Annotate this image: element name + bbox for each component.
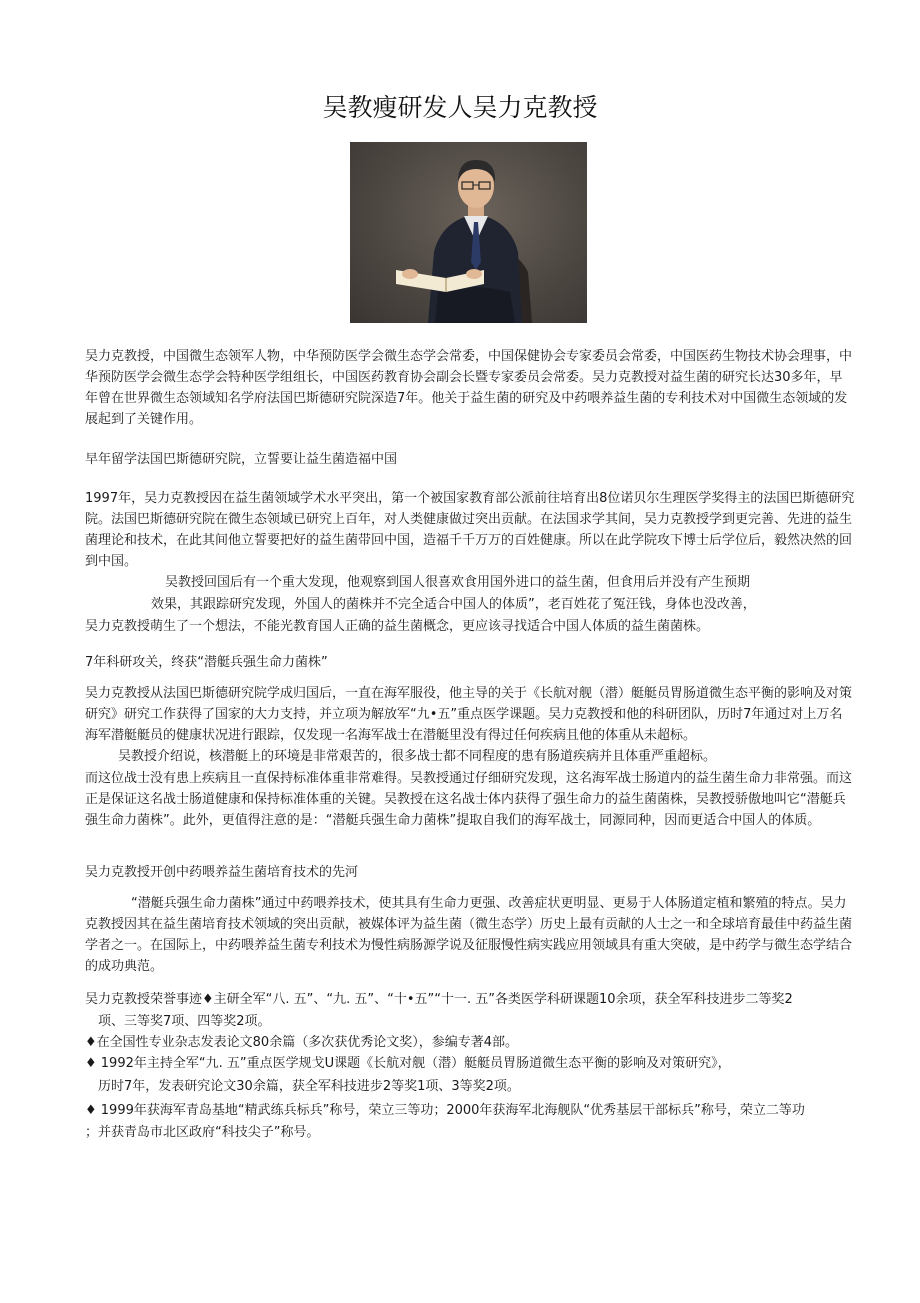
section-heading-research: 7年科研攻关，终获“潜艇兵强生命力菌株” <box>85 655 328 670</box>
page-title: 吴教瘦研发人吴力克教授 <box>322 93 598 122</box>
honor-line-5: 历时7年，发表研究论文30余篇，获全军科技进步2等奖1项、3等奖2项。 <box>98 1079 520 1094</box>
discovery-line-3: 吴力克教授萌生了一个想法，不能光教育国人正确的益生菌概念，更应该寻找适合中国人体质的益生菌菌株。 <box>85 619 710 634</box>
portrait-photo <box>350 142 587 323</box>
discovery-line-2: 效果，其跟踪研究发现，外国人的菌株并不完全适合中国人的体质”，老百姓花了冤汪钱，身体也没改善， <box>151 597 756 612</box>
portrait-illustration <box>350 142 587 323</box>
honor-line-7: ；并获青岛市北区政府“科技尖子”称号。 <box>85 1125 320 1140</box>
honor-line-6: ♦ 1999年获海军青岛基地“精武练兵标兵”称号，荣立三等功；2000年获海军北海舰队“优秀基层干部标兵”称号，荣立二等功 <box>85 1103 805 1118</box>
honor-line-1: 吴力克教授荣誉事迹♦主研全军“八. 五”、“九. 五”、“十•五”“十一. 五”各类医学科研课题10余项，获全军科技进步二等奖2 <box>85 992 793 1007</box>
study-abroad-paragraph: 1997年，吴力克教授因在益生菌领域学术水平突出，第一个被国家教育部公派前往培育出8位诺贝尔生理医学奖得主的法国巴斯德研究院。法国巴斯德研究院在微生态领域已研究上百年，对人类健康做过突出贡献。在法国求学其间，吴力克教授学到更完善、先进的益生菌理论和技术，在此其间他立誓要把好的益生菌带回中国，造福千千万万的百姓健康。所以在此学院攻下博士后学位后，毅然决然的回到中国。 <box>85 491 855 569</box>
section-heading-study-abroad: 早年留学法国巴斯德研究院，立誓要让益生菌造福中国 <box>85 452 398 467</box>
soldier-line-1: 吴教授介绍说，核潜艇上的环境是非常艰苦的，很多战士都不同程度的患有肠道疾病并且体重严重超标。 <box>118 749 717 764</box>
discovery-line-1: 吴教授回国后有一个重大发现，他观察到国人很喜欢食用国外进口的益生菌，但食用后并没有产生预期 <box>165 575 751 590</box>
section-heading-technique: 吴力克教授开创中药喂养益生菌培育技术的先河 <box>85 865 359 880</box>
honor-line-2: 项、三等奖7项、四等奖2项。 <box>98 1014 271 1029</box>
intro-paragraph: 吴力克教授，中国微生态领军人物，中华预防医学会微生态学会常委，中国保健协会专家委员会常委，中国医药生物技术协会理事，中华预防医学会微生态学会特种医学组组长，中国医药教育协会副会长暨专家委员会常委。吴力克教授对益生菌的研究长达30多年，早年曾在世界微生态领域知名学府法国巴斯德研究院深造7年。他关于益生菌的研究及中药喂养益生菌的专利技术对中国微生态领域的发展起到了关键作用。 <box>85 349 853 427</box>
soldier-paragraph: 而这位战士没有患上疾病且一直保持标准体重非常难得。吴教授通过仔细研究发现，这名海军战士肠道内的益生菌生命力非常强。而这正是保证这名战士肠道健康和保持标准体重的关键。吴教授在这名战士体内获得了强生命力的益生菌菌株，吴教授骄傲地叫它“潜艇兵强生命力菌株”。此外，更值得注意的是：“潜艇兵强生命力菌株”提取自我们的海军战士，同源同种，因而更适合中国人的体质。 <box>85 771 853 828</box>
honor-line-4: ♦ 1992年主持全军“九. 五”重点医学规戈U课题《长航对舰（潜）艇艇员胃肠道微生态平衡的影响及对策研究》， <box>85 1056 731 1071</box>
research-paragraph: 吴力克教授从法国巴斯德研究院学成归国后，一直在海军服役，他主导的关于《长航对舰（潜）艇艇员胃肠道微生态平衡的影响及对策研究》研究工作获得了国家的大力支持，并立项为解放军“九•五”重点医学课题。吴力克教授和他的科研团队，历时7年通过对上万名海军潜艇艇员的健康状况进行跟踪，仅发现一名海军战士在潜艇里没有得过任何疾病且他的体重从未超标。 <box>85 686 853 743</box>
honor-line-3: ♦在全国性专业杂志发表论文80余篇（多次获优秀论文奖），参编专著4部。 <box>85 1035 518 1050</box>
technique-paragraph: “潜艇兵强生命力菌株”通过中药喂养技术，使其具有生命力更强、改善症状更明显、更易于人体肠道定植和繁殖的特点。吴力克教授因其在益生菌培育技术领域的突出贡献，被媒体评为益生菌（微生态学）历史上最有贡献的人士之一和全球培育最佳中药益生菌学者之一。在国际上，中药喂养益生菌专利技术为慢性病肠源学说及征服慢性病实践应用领域具有重大突破，是中药学与微生态学结合的成功典范。 <box>85 896 853 974</box>
